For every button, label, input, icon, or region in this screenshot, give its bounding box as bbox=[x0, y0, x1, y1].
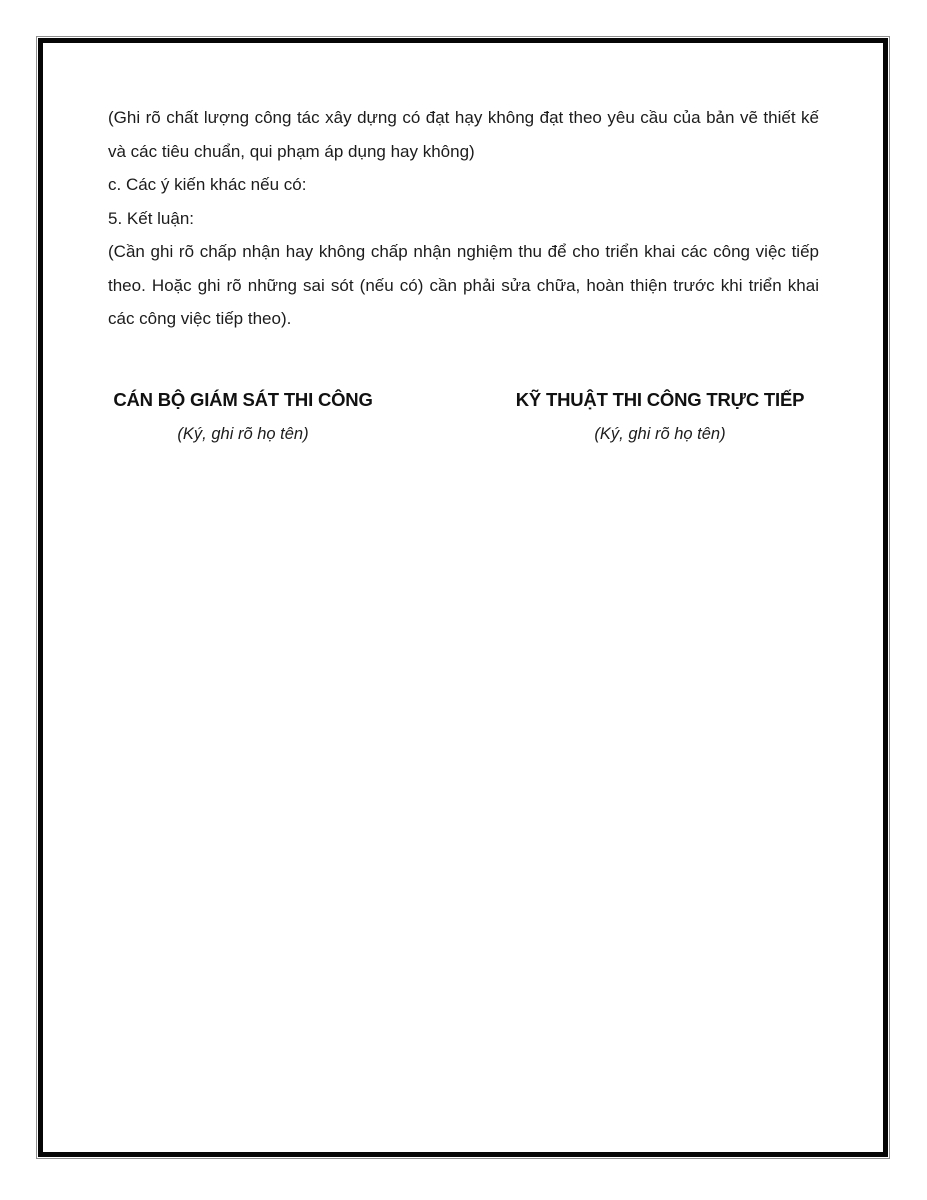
paragraph-other-opinions: c. Các ý kiến khác nếu có: bbox=[108, 175, 307, 194]
signature-row bbox=[108, 386, 819, 476]
signature-block-technician bbox=[516, 386, 804, 447]
signature-note-supervisor: (Ký, ghi rõ họ tên) bbox=[177, 424, 309, 443]
signature-note-technician: (Ký, ghi rõ họ tên) bbox=[594, 424, 726, 443]
signature-title-technician: KỸ THUẬT THI CÔNG TRỰC TIẾP bbox=[515, 388, 805, 410]
page-frame bbox=[38, 38, 888, 1157]
signature-title-supervisor: CÁN BỘ GIÁM SÁT THI CÔNG bbox=[113, 388, 373, 410]
paragraph-conclusion-note: (Cần ghi rõ chấp nhận hay không chấp nhận nghiệm thu để cho triển khai các công việc tiếp theo. Hoặc ghi rõ những sai sót (nếu có) cần phải sửa chữa, hoàn thiện trước khi triển khai các công việc tiếp theo). bbox=[108, 242, 819, 328]
signature-block-supervisor bbox=[113, 386, 372, 447]
paragraph-conclusion-heading: 5. Kết luận: bbox=[108, 208, 195, 228]
document-body bbox=[43, 43, 883, 476]
paragraph-quality-note: (Ghi rõ chất lượng công tác xây dựng có đạt hạy không đạt theo yêu cầu của bản vẽ thiết kế và các tiêu chuẩn, qui phạm áp dụng hay không) bbox=[108, 108, 819, 161]
